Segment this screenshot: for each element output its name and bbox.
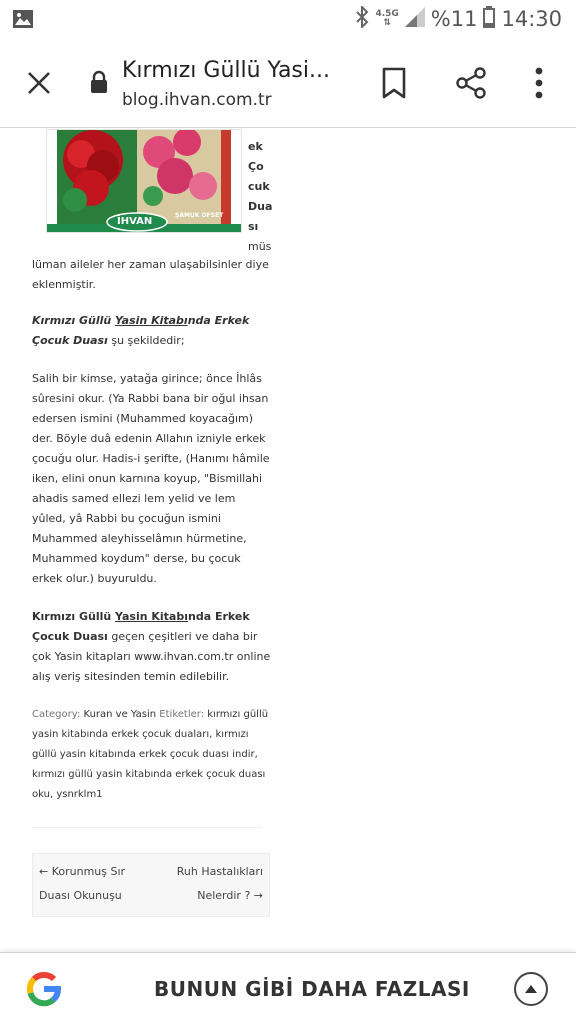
status-bar xyxy=(0,0,576,38)
more-vert-icon xyxy=(528,64,550,102)
data-arrows-icon: ⇅ xyxy=(383,18,391,28)
more-like-this-label: BUNUN GİBİ DAHA FAZLASI xyxy=(154,977,470,1001)
paragraph-dua-heading xyxy=(32,311,272,351)
wrap-line: Dua xyxy=(248,200,273,213)
p2-text-b: nda Erkek Çocuk Duası xyxy=(32,314,250,347)
book-cover-image[interactable] xyxy=(46,129,242,233)
tag-link[interactable]: kırmızı güllü yasin kitabında erkek çocuk duası indir xyxy=(32,729,255,760)
p4-text-a: Kırmızı Güllü xyxy=(32,610,116,623)
wrap-line: sı xyxy=(248,220,259,233)
battery-icon xyxy=(483,6,495,32)
wrap-line: ek xyxy=(248,140,263,153)
next-post-link[interactable] xyxy=(177,860,263,908)
network-indicator xyxy=(375,10,398,28)
battery-percent: %11 xyxy=(430,7,478,31)
gallery-image-icon xyxy=(12,9,34,33)
p2-text-c: şu şekildedir; xyxy=(107,334,185,347)
paragraph-shop-info xyxy=(32,607,272,687)
category-link[interactable]: Kuran ve Yasin xyxy=(83,709,157,720)
share-icon xyxy=(454,66,488,100)
page-url: blog.ihvan.com.tr xyxy=(122,90,272,110)
tag-link[interactable]: kırmızı güllü yasin kitabında erkek çocuk duaları xyxy=(32,709,269,740)
expand-button[interactable] xyxy=(514,972,548,1006)
previous-post-link[interactable] xyxy=(39,860,125,908)
wrap-line: Ço xyxy=(248,160,264,173)
yasin-kitabi-link-2[interactable]: Yasin Kitabı xyxy=(115,610,188,623)
signal-icon xyxy=(405,7,425,31)
paragraph-dua-text: Salih bir kimse, yatağa girince; önce İhlâs sûresini okur. (Ya Rabbi bana bir oğul ihsan edersen ismini (Muhammed koyacağım) der. Böyle duâ edenin Allahın izniyle erkek çocuğu olur. Hadis-i şerifte, (Hanımı hâmile iken, elini onun karnına koyup, "Bismillahi ahadis samed ellezi lem yelid ve lem yûled, yâ Rabbi bu çocuğun ismini Muhammed aleyhisselâmın hürmetine, Muhammed koydum" derse, bu çocuk erkek olur.) buyuruldu. xyxy=(32,372,270,585)
prev-line: Duası Okunuşu xyxy=(39,889,122,902)
triangle-up-icon xyxy=(524,984,538,994)
bluetooth-icon xyxy=(355,6,369,32)
tags-label: Etiketler: xyxy=(159,709,205,720)
wrap-line: müs xyxy=(248,240,272,253)
book-brand-label: İHVAN xyxy=(117,216,153,227)
close-icon xyxy=(26,70,52,96)
more-like-this-bar[interactable] xyxy=(0,952,576,1024)
next-line: Ruh Hastalıkları xyxy=(176,865,263,878)
divider xyxy=(32,827,262,828)
post-meta: Category: Kuran ve Yasin Etiketler: kırmızı güllü yasin kitabında erkek çocuk duaları, kırmızı güllü yasin kitabında erkek çocuk duası indir, kırmızı güllü yasin kitabında erkek çocuk duası oku, ysnrklm1 xyxy=(32,709,269,800)
network-type-label: 4.5G xyxy=(375,9,399,19)
p2-text-a: Kırmızı Güllü xyxy=(32,314,116,327)
paragraph-intro-tail: lüman aileler her zaman ulaşabilsinler diye eklenmiştir. xyxy=(32,258,269,291)
p4-text-b: nda Erkek Çocuk Duası xyxy=(32,610,250,643)
category-label: Category: xyxy=(32,709,81,720)
google-logo-icon xyxy=(26,971,62,1007)
lock-icon xyxy=(90,70,108,98)
web-content[interactable] xyxy=(0,129,576,949)
post-navigation xyxy=(32,853,270,917)
next-line: Nelerdir ? → xyxy=(197,889,263,902)
share-button[interactable] xyxy=(454,66,488,100)
wrap-line: cuk xyxy=(248,180,270,193)
p4-text-c: geçen çeşitleri ve daha bir çok Yasin kitapları www.ihvan.com.tr online alış veriş sitesinden temin edilebilir. xyxy=(32,630,271,683)
prev-line: ← Korunmuş Sır xyxy=(39,865,126,878)
bookmark-button[interactable] xyxy=(380,66,408,100)
wrapped-title-fragment xyxy=(248,137,288,257)
page-title: Kırmızı Güllü Yasi... xyxy=(122,58,330,83)
bookmark-icon xyxy=(380,66,408,100)
overflow-menu-button[interactable] xyxy=(528,64,550,102)
status-time: 14:30 xyxy=(501,7,562,31)
custom-tab-toolbar xyxy=(0,38,576,128)
close-button[interactable] xyxy=(22,66,56,100)
book-spine-label: ŞAMUK OFSET xyxy=(175,212,224,219)
tag-link[interactable]: kırmızı güllü yasin kitabında erkek çocuk duası oku xyxy=(32,769,266,800)
yasin-kitabi-link[interactable]: Yasin Kitabı xyxy=(115,314,188,327)
tag-link[interactable]: ysnrklm1 xyxy=(56,789,103,800)
